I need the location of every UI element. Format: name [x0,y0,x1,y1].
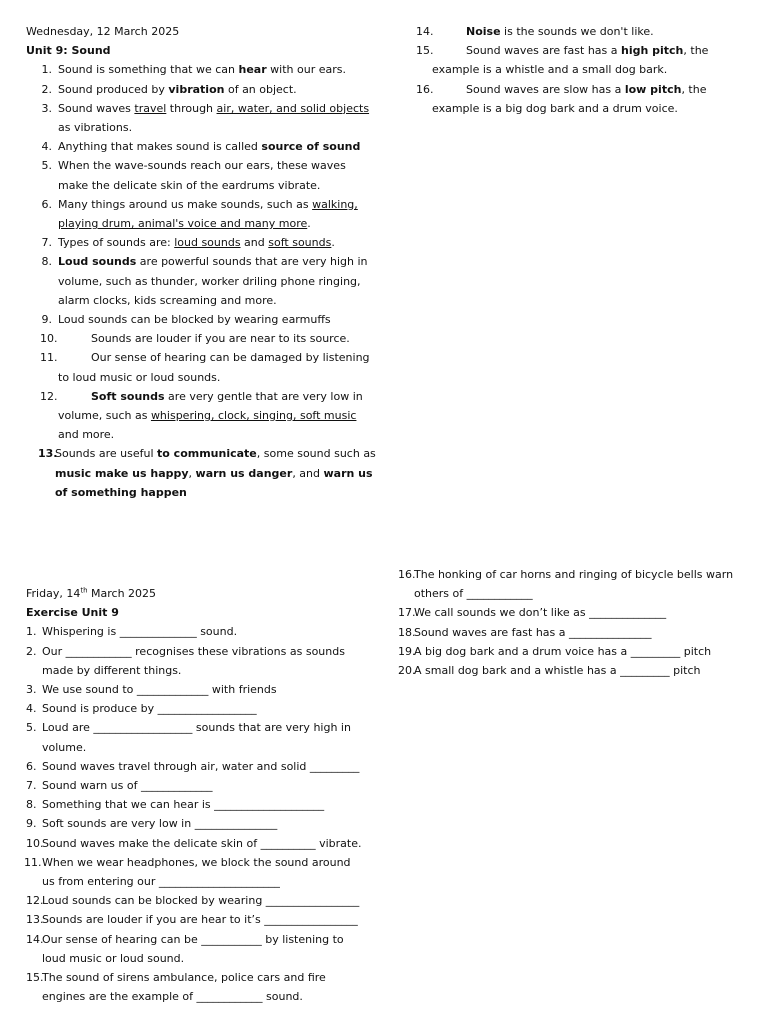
item-number: 17. [398,606,416,620]
item-number: 7. [41,236,52,250]
item-number: 3. [26,683,37,697]
item-number: 4. [41,140,52,154]
list-item [26,930,366,968]
item-number: 9. [26,817,37,831]
bold-text: music make us happy [55,466,189,480]
exercise-section [26,584,366,1006]
text-run: , the example is a whistle and a small dog bark. [432,44,709,77]
item-text [58,310,376,329]
text-run: Sound warn us of _____________ [42,779,213,793]
list-item [398,623,748,642]
exercise-date-suffix: th [80,586,88,595]
item-number: 2. [41,82,52,96]
list-item [26,444,376,502]
item-number: 20. [398,664,416,678]
item-number: 11. [24,855,42,869]
text-run: We call sounds we don’t like as ______________ [414,606,667,620]
exercise-date-rest: March 2025 [87,587,157,600]
text-run: as vibrations. [58,121,133,135]
list-item [398,603,748,622]
list-item [26,329,376,348]
item-number: 8. [41,255,52,269]
notes-date: Wednesday, 12 March 2025 [26,25,180,38]
item-number: 13. [26,913,44,927]
underlined-text: air, water, and solid objects [216,101,370,115]
list-item [26,853,366,891]
list-item [26,642,366,680]
item-number: 16. [398,568,416,581]
list-item [26,718,366,756]
item-number: 6. [41,197,52,211]
list-item [26,99,376,137]
exercise-title: Exercise Unit 9 [26,606,119,620]
text-run: , and [292,466,324,480]
list-item [26,968,366,1006]
text-run: Sound waves are slow has a [466,82,625,96]
text-run: A small dog bark and a whistle has a _________ pitch [414,664,701,678]
item-number: 7. [26,779,37,793]
item-text [432,80,716,118]
item-text [432,41,716,79]
text-run: , [188,466,196,480]
text-run: . [331,236,335,250]
bold-text: to communicate [157,447,257,461]
item-number: 12. [26,894,44,908]
list-item [26,776,366,795]
item-number: 4. [26,702,37,716]
list-item [26,910,366,929]
text-run: Anything that makes sound is called [58,140,262,154]
text-run: Sound waves travel through air, water and solid _________ [42,759,360,773]
item-text [42,642,366,680]
item-text [414,642,748,661]
text-run: Sound produced by [58,82,169,96]
text-run: When we wear headphones, we block the sound around us from entering our ______________________ [42,855,351,889]
list-item [26,60,376,79]
bold-text: source of sound [261,140,361,154]
notes-title: Unit 9: Sound [26,44,111,58]
text-run: When the wave-sounds reach our ears, these waves make the delicate skin of the eardrums vibrate. [58,159,346,192]
item-text [55,444,376,502]
text-run: The sound of sirens ambulance, police cars and fire engines are the example of ____________ sound. [42,971,326,1004]
item-number: 2. [26,644,37,658]
item-text [414,623,748,642]
text-run: Sound is produce by __________________ [42,702,257,716]
bold-text: Noise [466,25,501,38]
item-text [42,757,366,776]
list-item [398,565,748,603]
text-run: Types of sounds are: [58,236,175,250]
text-run: Sound waves are fast has a _______________ [414,625,652,639]
text-run: Sounds are louder if you are hear to it’s _________________ [42,913,358,927]
exercise-date-day: Friday, 14 [26,587,81,600]
list-item [26,80,376,99]
item-text [58,156,376,194]
item-number: 15. [26,971,44,985]
item-text [58,60,376,79]
text-run: Sound waves [58,101,135,115]
list-item [26,834,366,853]
bold-text: Loud sounds [58,255,137,269]
text-run: Sound waves make the delicate skin of __________ vibrate. [42,836,362,850]
list-item [416,41,716,79]
list-item [26,310,376,329]
notes-list [26,60,376,502]
item-number: 14. [416,25,434,38]
item-number: 3. [41,101,52,115]
text-run: Many things around us make sounds, such as [58,197,313,211]
exercise-continued-list [398,565,748,680]
text-run: Something that we can hear is ____________________ [42,798,325,812]
item-number: 19. [398,644,416,658]
item-text [414,661,748,680]
list-item [26,137,376,156]
list-item [26,233,376,252]
item-number: 5. [41,159,52,173]
text-run: Whispering is ______________ sound. [42,625,238,639]
item-text [42,795,366,814]
item-number: 10. [40,332,58,346]
item-text [42,680,366,699]
text-run: Loud sounds can be blocked by wearing _________________ [42,894,360,908]
underlined-text: walking, playing drum, animal's voice and many more [58,197,358,231]
item-number: 11. [40,351,58,365]
list-item [26,891,366,910]
item-number: 8. [26,798,37,812]
item-number: 10. [26,836,44,850]
text-run: . [307,217,311,231]
item-text [414,603,748,622]
text-run: with our ears. [266,63,346,77]
item-number: 13. [38,447,58,461]
item-text [58,195,376,233]
item-text [58,99,376,137]
item-text [42,910,366,929]
item-text [42,814,366,833]
item-text [42,834,366,853]
list-item [26,252,376,310]
list-item [26,622,366,641]
item-text [432,22,716,41]
list-item [26,195,376,233]
text-run: Sounds are useful [55,447,158,461]
bold-text: hear [238,63,267,77]
underlined-text: travel [134,101,167,115]
item-text [58,80,376,99]
text-run: through [166,101,217,115]
item-number: 1. [41,63,52,77]
list-item [26,699,366,718]
item-text [42,622,366,641]
bold-text: low pitch [624,82,682,96]
bold-text: vibration [168,82,225,96]
list-item [416,80,716,118]
item-text [42,699,366,718]
exercise-list [26,622,366,1006]
item-text [58,329,376,348]
list-item [26,387,376,445]
item-text [42,891,366,910]
list-item [26,814,366,833]
text-run: is the sounds we don't like. [500,25,654,38]
text-run: A big dog bark and a drum voice has a _________ pitch [414,644,712,658]
list-item [26,348,376,386]
text-run: of an object. [224,82,297,96]
text-run: Soft sounds are very low in _______________ [42,817,278,831]
item-text [414,565,748,603]
item-number: 16. [416,82,434,96]
list-item [26,680,366,699]
notes-continued-list [416,22,716,118]
list-item [26,156,376,194]
item-number: 5. [26,721,37,735]
item-text [58,387,376,445]
list-item [26,795,366,814]
item-number: 18. [398,625,416,639]
text-run: are powerful sounds that are very high in volume, such as thunder, worker driling phone ringing, alarm clocks, kids screaming and more. [58,255,368,307]
item-text [58,252,376,310]
list-item [398,642,748,661]
text-run: and [240,236,269,250]
underlined-text: whispering, clock, singing, soft music [150,409,357,423]
item-number: 9. [41,313,52,327]
item-text [58,348,376,386]
item-text [42,853,366,891]
item-text [42,968,366,1006]
underlined-text: soft sounds [268,236,332,250]
bold-text: Soft sounds [91,389,165,403]
text-run: Our sense of hearing can be damaged by listening to loud music or loud sounds. [58,351,370,384]
text-run: Our ____________ recognises these vibrations as sounds made by different things. [42,644,345,677]
item-number: 15. [416,44,434,58]
text-run: and more. [58,428,115,442]
text-run: , some sound such as [256,447,376,461]
item-text [42,718,366,756]
notes-section [26,22,376,502]
item-text [42,776,366,795]
exercise-date [26,584,366,603]
item-number: 14. [26,932,44,946]
text-run: The honking of car horns and ringing of bicycle bells warn others of ____________ [414,568,734,601]
text-run: Sound is something that we can [58,63,239,77]
text-run: Loud are __________________ sounds that are very high in volume. [42,721,351,754]
list-item [398,661,748,680]
item-number: 12. [40,389,58,403]
text-run: Loud sounds can be blocked by wearing earmuffs [58,313,331,327]
item-number: 6. [26,759,37,773]
item-text [58,137,376,156]
text-run: are very gentle that are very low in volume, such as [58,389,363,423]
item-number: 1. [26,625,37,639]
bold-text: high pitch [621,44,684,58]
list-item [416,22,716,41]
underlined-text: loud sounds [174,236,241,250]
bold-text: warn us danger [195,466,293,480]
item-text [42,930,366,968]
text-run: Sounds are louder if you are near to its source. [91,332,350,346]
text-run: Sound waves are fast has a [466,44,621,58]
text-run: We use sound to _____________ with friends [42,683,277,697]
text-run: Our sense of hearing can be ___________ by listening to loud music or loud sound. [42,932,344,965]
bold-text: warn us of something happen [55,466,373,499]
text-run: , the example is a big dog bark and a drum voice. [432,82,707,115]
list-item [26,757,366,776]
item-text [58,233,376,252]
